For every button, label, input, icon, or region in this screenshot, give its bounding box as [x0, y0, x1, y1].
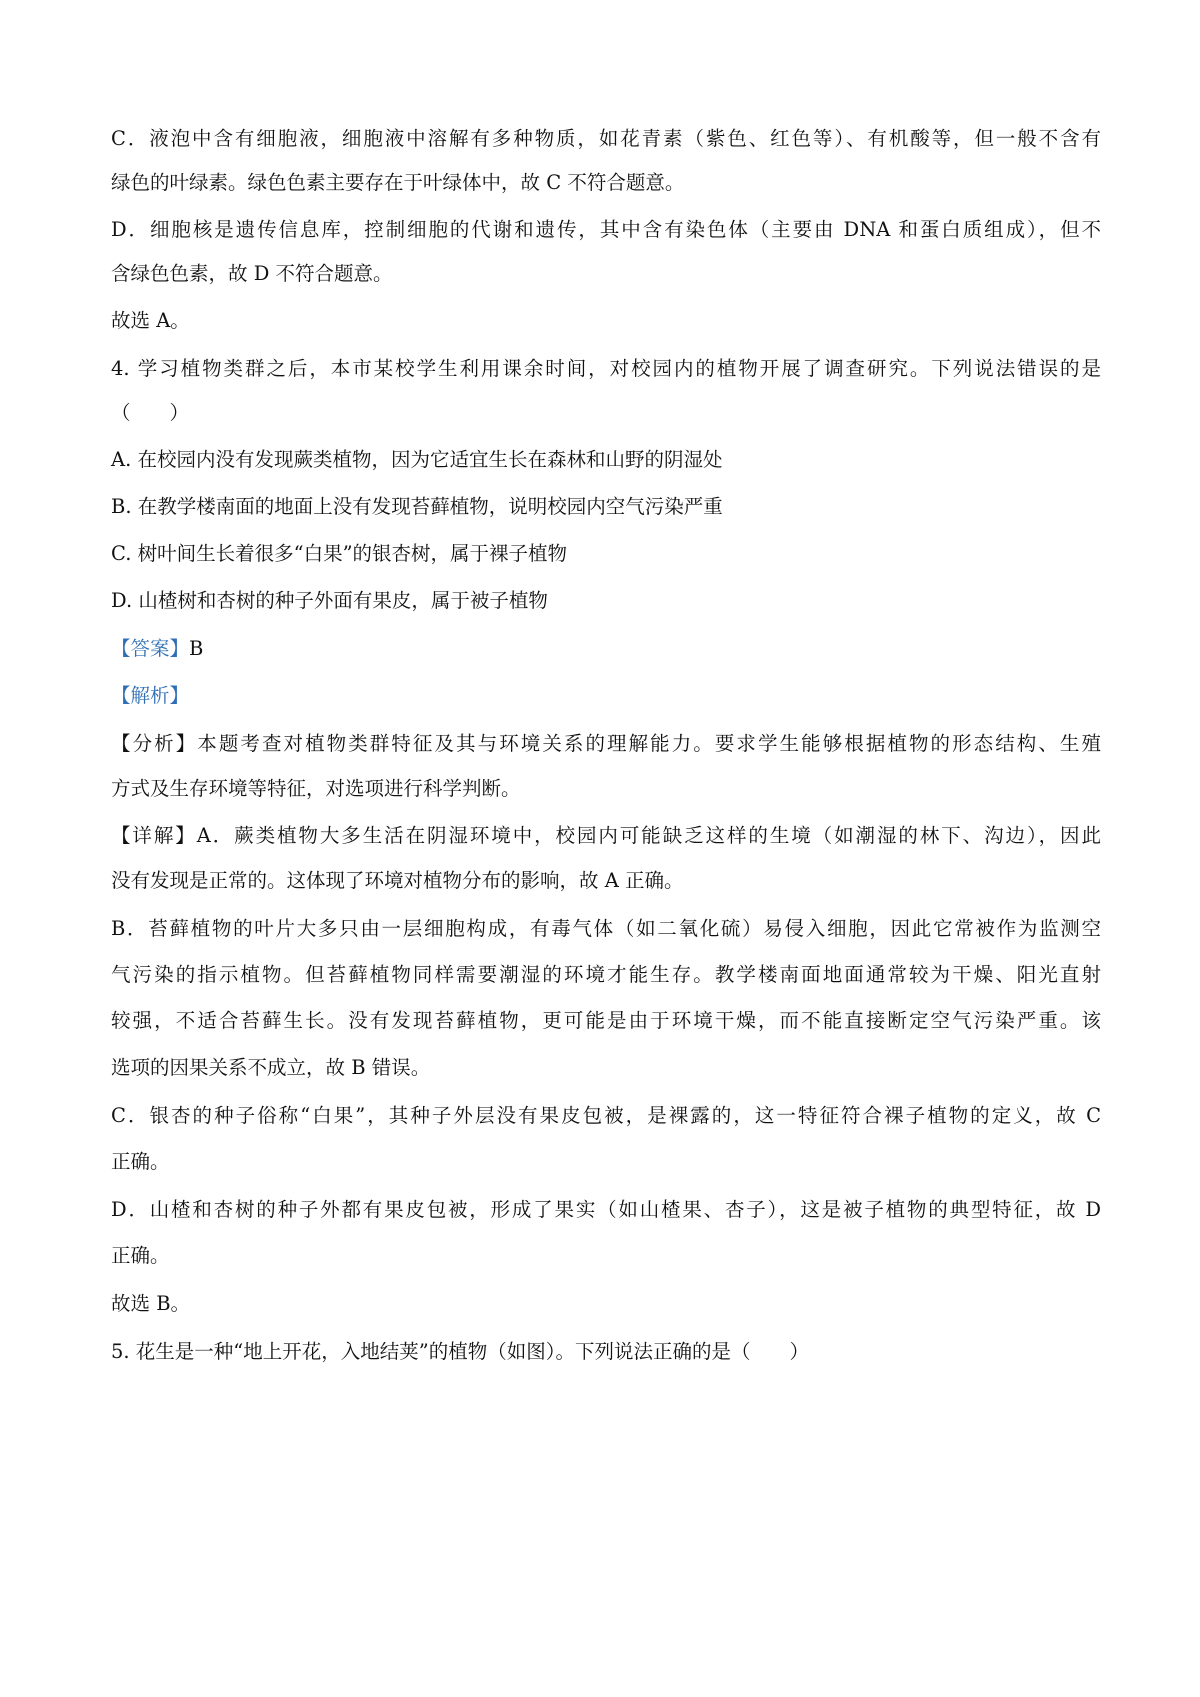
detail-b-line-2: 气污染的指示植物。但苔藓植物同样需要潮湿的环境才能生存。教学楼南面地面通常较为干燥、阳光直射 — [111, 963, 1101, 986]
question-4-option-d: D. 山楂树和杏树的种子外面有果皮，属于被子植物 — [111, 589, 548, 612]
question-4-stem-line-2: （ ） — [111, 401, 190, 424]
question-5-stem: 5. 花生是一种“地上开花，入地结荚”的植物（如图）。下列说法正确的是（ ） — [111, 1340, 809, 1363]
explanation-d-line-2: 含绿色色素，故 D 不符合题意。 — [111, 262, 393, 285]
detail-a-line-2: 没有发现是正常的。这体现了环境对植物分布的影响，故 A 正确。 — [111, 869, 684, 892]
question-4-option-b: B. 在教学楼南面的地面上没有发现苔藓植物，说明校园内空气污染严重 — [111, 495, 723, 518]
detail-c-line-1: C．银杏的种子俗称“白果”，其种子外层没有果皮包被，是裸露的，这一特征符合裸子植物的定义，故 C — [111, 1104, 1101, 1127]
detail-c-line-2: 正确。 — [111, 1150, 170, 1173]
answer-tag: 【答案】 — [111, 637, 190, 660]
explanation-d-line-1: D．细胞核是遗传信息库，控制细胞的代谢和遗传，其中含有染色体（主要由 DNA 和蛋白质组成），但不 — [111, 218, 1101, 241]
answer-value: B — [189, 637, 204, 660]
analysis-fenxi-line-1: 【分析】本题考查对植物类群特征及其与环境关系的理解能力。要求学生能够根据植物的形态结构、生殖 — [111, 732, 1101, 755]
analysis-heading: 【解析】 — [111, 684, 190, 707]
analysis-fenxi-line-2: 方式及生存环境等特征，对选项进行科学判断。 — [111, 777, 521, 800]
detail-b-line-1: B．苔藓植物的叶片大多只由一层细胞构成，有毒气体（如二氧化硫）易侵入细胞，因此它常被作为监测空 — [111, 917, 1101, 940]
detail-d-line-2: 正确。 — [111, 1244, 170, 1267]
question-4-stem-line-1: 4. 学习植物类群之后，本市某校学生利用课余时间，对校园内的植物开展了调查研究。下列说法错误的是 — [111, 357, 1101, 380]
answer-conclusion-q4: 故选 B。 — [111, 1292, 191, 1315]
detail-a-line-1: 【详解】A．蕨类植物大多生活在阴湿环境中，校园内可能缺乏这样的生境（如潮湿的林下、沟边），因此 — [111, 824, 1101, 847]
detail-b-line-3: 较强，不适合苔藓生长。没有发现苔藓植物，更可能是由于环境干燥，而不能直接断定空气污染严重。该 — [111, 1009, 1101, 1032]
detail-d-line-1: D．山楂和杏树的种子外都有果皮包被，形成了果实（如山楂果、杏子），这是被子植物的典型特征，故 D — [111, 1198, 1101, 1221]
explanation-c-line-1: C．液泡中含有细胞液，细胞液中溶解有多种物质，如花青素（紫色、红色等）、有机酸等，但一般不含有 — [111, 127, 1101, 150]
question-4-option-c: C. 树叶间生长着很多“白果”的银杏树，属于裸子植物 — [111, 542, 568, 565]
answer-line — [111, 636, 1101, 662]
detail-b-line-4: 选项的因果关系不成立，故 B 错误。 — [111, 1056, 431, 1079]
question-4-option-a: A. 在校园内没有发现蕨类植物，因为它适宜生长在森林和山野的阴湿处 — [111, 448, 723, 471]
explanation-c-line-2: 绿色的叶绿素。绿色色素主要存在于叶绿体中，故 C 不符合题意。 — [111, 171, 685, 194]
answer-conclusion-q3: 故选 A。 — [111, 309, 190, 332]
